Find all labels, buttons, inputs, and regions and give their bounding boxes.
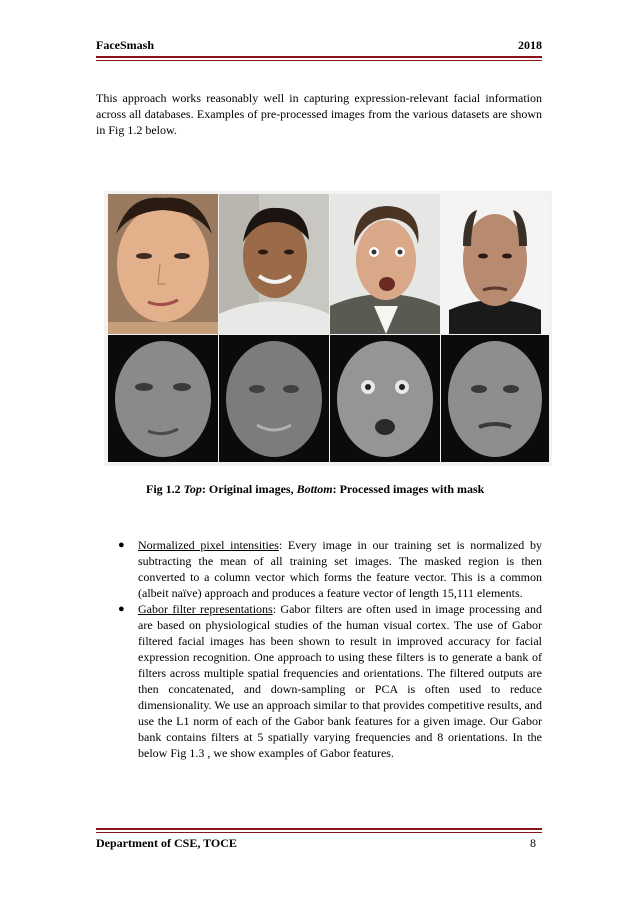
header-year: 2018 [518,38,542,52]
caption-top: Top [183,482,202,496]
processed-image-4 [441,335,549,462]
bullet-text: : Every image in our training set is normalized by subtracting the mean of all training set images. The masked region is then converted to a column vector which forms the feature vector. This is a common (albeit naïve) approach and produces a feature vector of length 15,111 elements. [138,538,542,600]
header-rule-thin [96,60,542,61]
page-header [96,38,542,54]
caption-end: : Processed images with mask [332,482,485,496]
footer-department: Department of CSE, TOCE [96,836,237,850]
figure-face-images [104,191,552,466]
intro-paragraph: This approach works reasonably well in capturing expression-relevant facial information across all databases. Examples of pre-processed images from the various datasets are shown in Fig 1.2 below. [96,91,542,137]
processed-image-3 [330,335,440,462]
footer-rule [96,828,542,830]
original-image-3 [330,194,440,334]
footer-rule-thin [96,832,542,833]
page-footer [96,836,542,852]
bullet-icon: ● [118,539,125,551]
processed-image-2 [219,335,329,462]
bullet-list [96,537,542,761]
caption-label: Fig 1.2 [146,482,184,496]
figure-caption [146,482,484,497]
original-image-4 [441,194,549,334]
processed-image-1 [108,335,218,462]
original-image-2 [219,194,329,334]
header-title: FaceSmash [96,38,154,52]
bullet-icon: ● [118,603,125,615]
bullet-term: Gabor filter representations [138,602,273,616]
caption-mid: : Original images, [201,482,297,496]
header-rule [96,56,542,58]
bullet-text: : Gabor filters are often used in image processing and are based on physiological studies of the human visual cortex. The use of Gabor filtered facial images has been shown to result in improved accuracy for facial expression recognition. One approach to using these filters is to generate a bank of filters across multiple spatial frequencies and orientations. The filtered outputs are then concatenated, and down-sampling or PCA is often used to reduce dimensionality. We use an approach similar to that provides competitive results, and use the L1 norm of each of the Gabor bank features for a given image. Our Gabor bank contains filters at 5 spatially varying frequencies and 8 orientations. In the below Fig 1.3 , we show examples of Gabor features. [138,602,542,760]
bullet-term: Normalized pixel intensities [138,538,279,552]
caption-bottom: Bottom [296,482,333,496]
page-number: 8 [530,836,536,850]
original-image-1 [108,194,218,334]
list-item [96,537,542,601]
list-item [96,601,542,761]
